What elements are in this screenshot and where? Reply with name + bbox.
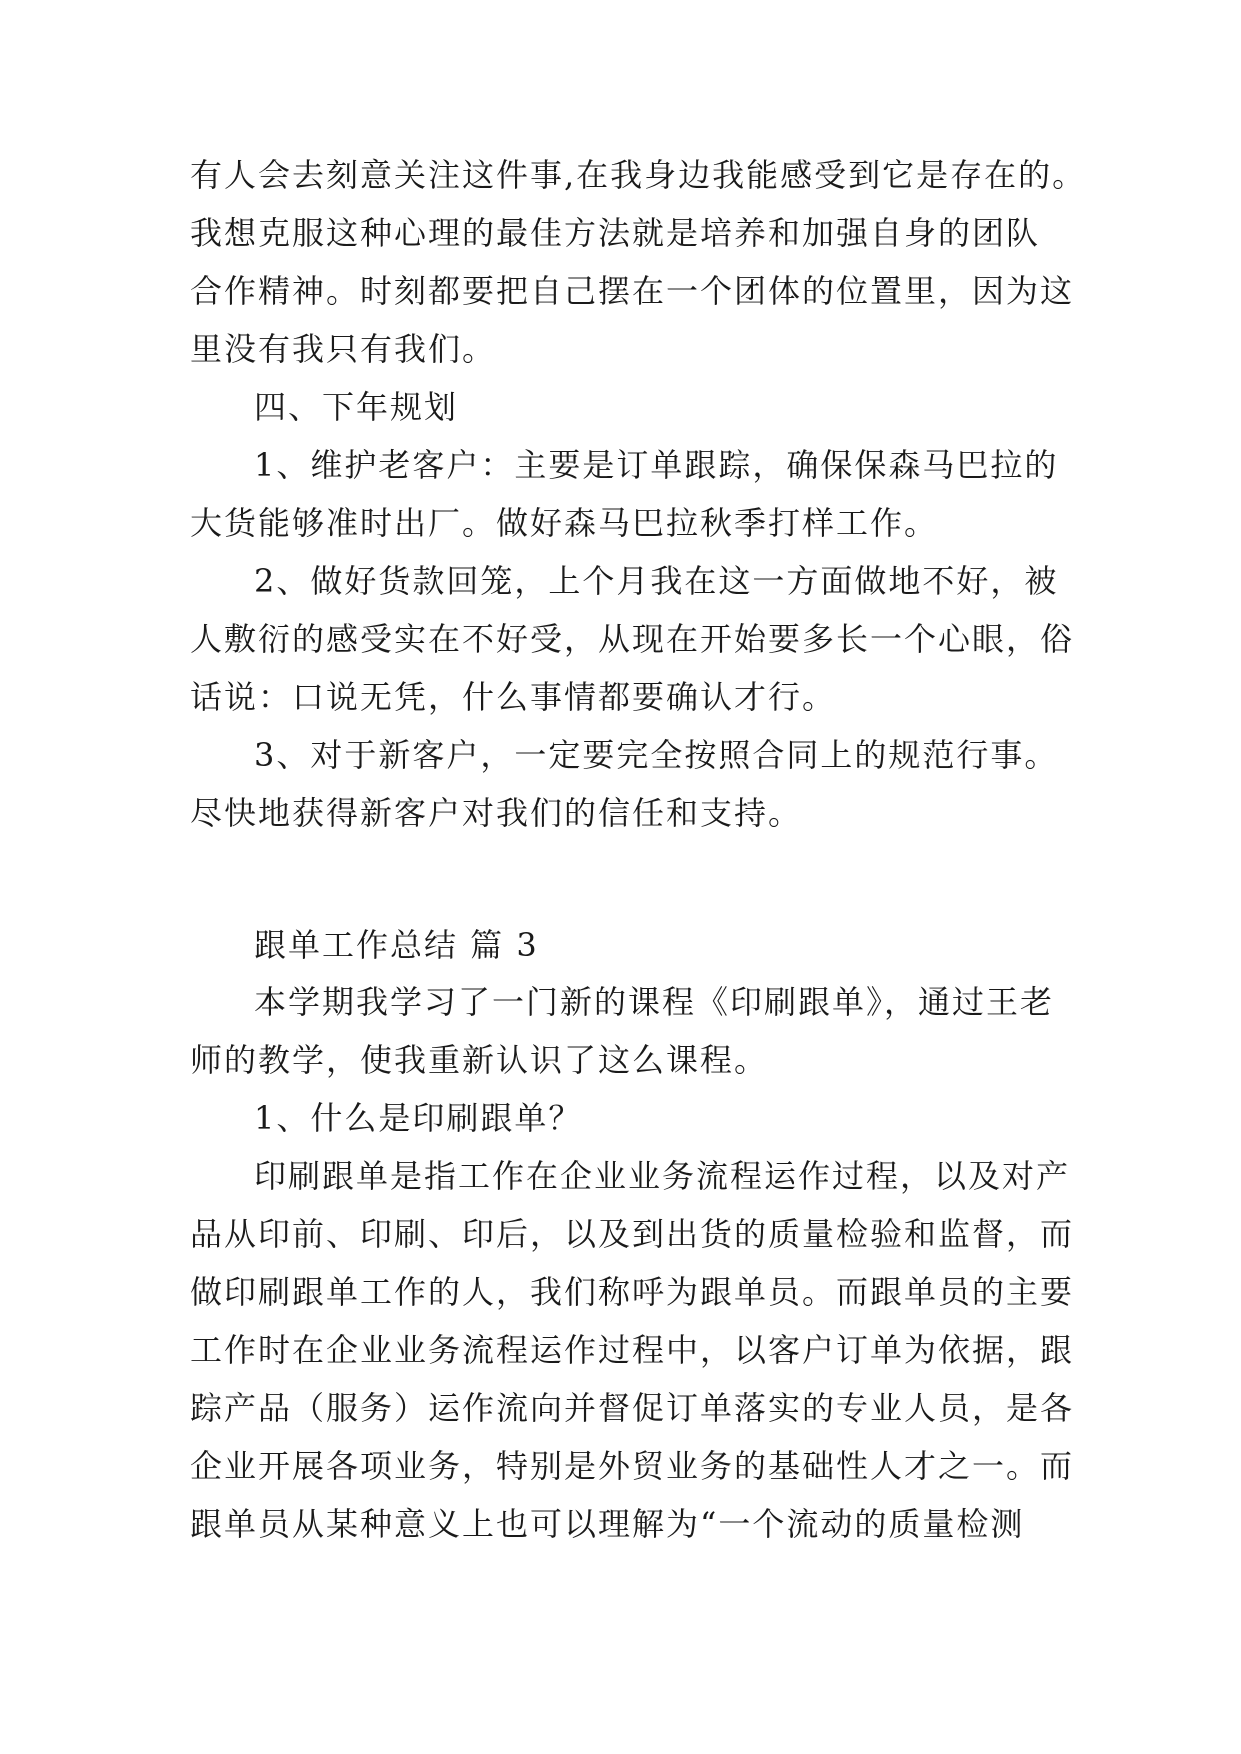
section-heading: 四、下年规划 — [254, 388, 459, 426]
paragraph-line: 企业开展各项业务，特别是外贸业务的基础性人才之一。而 — [190, 1447, 1075, 1485]
paragraph-line: 里没有我只有我们。 — [190, 330, 497, 368]
paragraph-line: 我想克服这种心理的最佳方法就是培养和加强自身的团队 — [190, 214, 1041, 252]
list-item: 2、做好货款回笼，上个月我在这一方面做地不好，被 — [254, 562, 1059, 600]
paragraph-line: 话说：口说无凭，什么事情都要确认才行。 — [190, 678, 837, 716]
paragraph-line: 做印刷跟单工作的人，我们称呼为跟单员。而跟单员的主要 — [190, 1273, 1075, 1311]
paragraph-line: 印刷跟单是指工作在企业业务流程运作过程，以及对产 — [254, 1157, 1071, 1195]
list-item: 1、什么是印刷跟单？ — [254, 1099, 583, 1137]
paragraph-line: 踪产品（服务）运作流向并督促订单落实的专业人员，是各 — [190, 1389, 1075, 1427]
paragraph-line: 有人会去刻意关注这件事,在我身边我能感受到它是存在的。 — [190, 156, 1087, 194]
paragraph-line: 跟单员从某种意义上也可以理解为“一个流动的质量检测 — [190, 1505, 1025, 1543]
list-item: 1、维护老客户：主要是订单跟踪，确保保森马巴拉的 — [254, 446, 1059, 484]
article-title: 跟单工作总结 篇 3 — [254, 926, 539, 964]
list-item: 3、对于新客户，一定要完全按照合同上的规范行事。 — [254, 736, 1059, 774]
paragraph-line: 本学期我学习了一门新的课程《印刷跟单》，通过王老 — [254, 983, 1055, 1021]
paragraph-line: 合作精神。时刻都要把自己摆在一个团体的位置里，因为这 — [190, 272, 1075, 310]
paragraph-line: 大货能够准时出厂。做好森马巴拉秋季打样工作。 — [190, 504, 939, 542]
paragraph-line: 师的教学，使我重新认识了这么课程。 — [190, 1041, 769, 1079]
paragraph-line: 尽快地获得新客户对我们的信任和支持。 — [190, 794, 803, 832]
paragraph-line: 品从印前、印刷、印后，以及到出货的质量检验和监督，而 — [190, 1215, 1075, 1253]
paragraph-line: 人敷衍的感受实在不好受，从现在开始要多长一个心眼，俗 — [190, 620, 1075, 658]
paragraph-line: 工作时在企业业务流程运作过程中，以客户订单为依据，跟 — [190, 1331, 1075, 1369]
